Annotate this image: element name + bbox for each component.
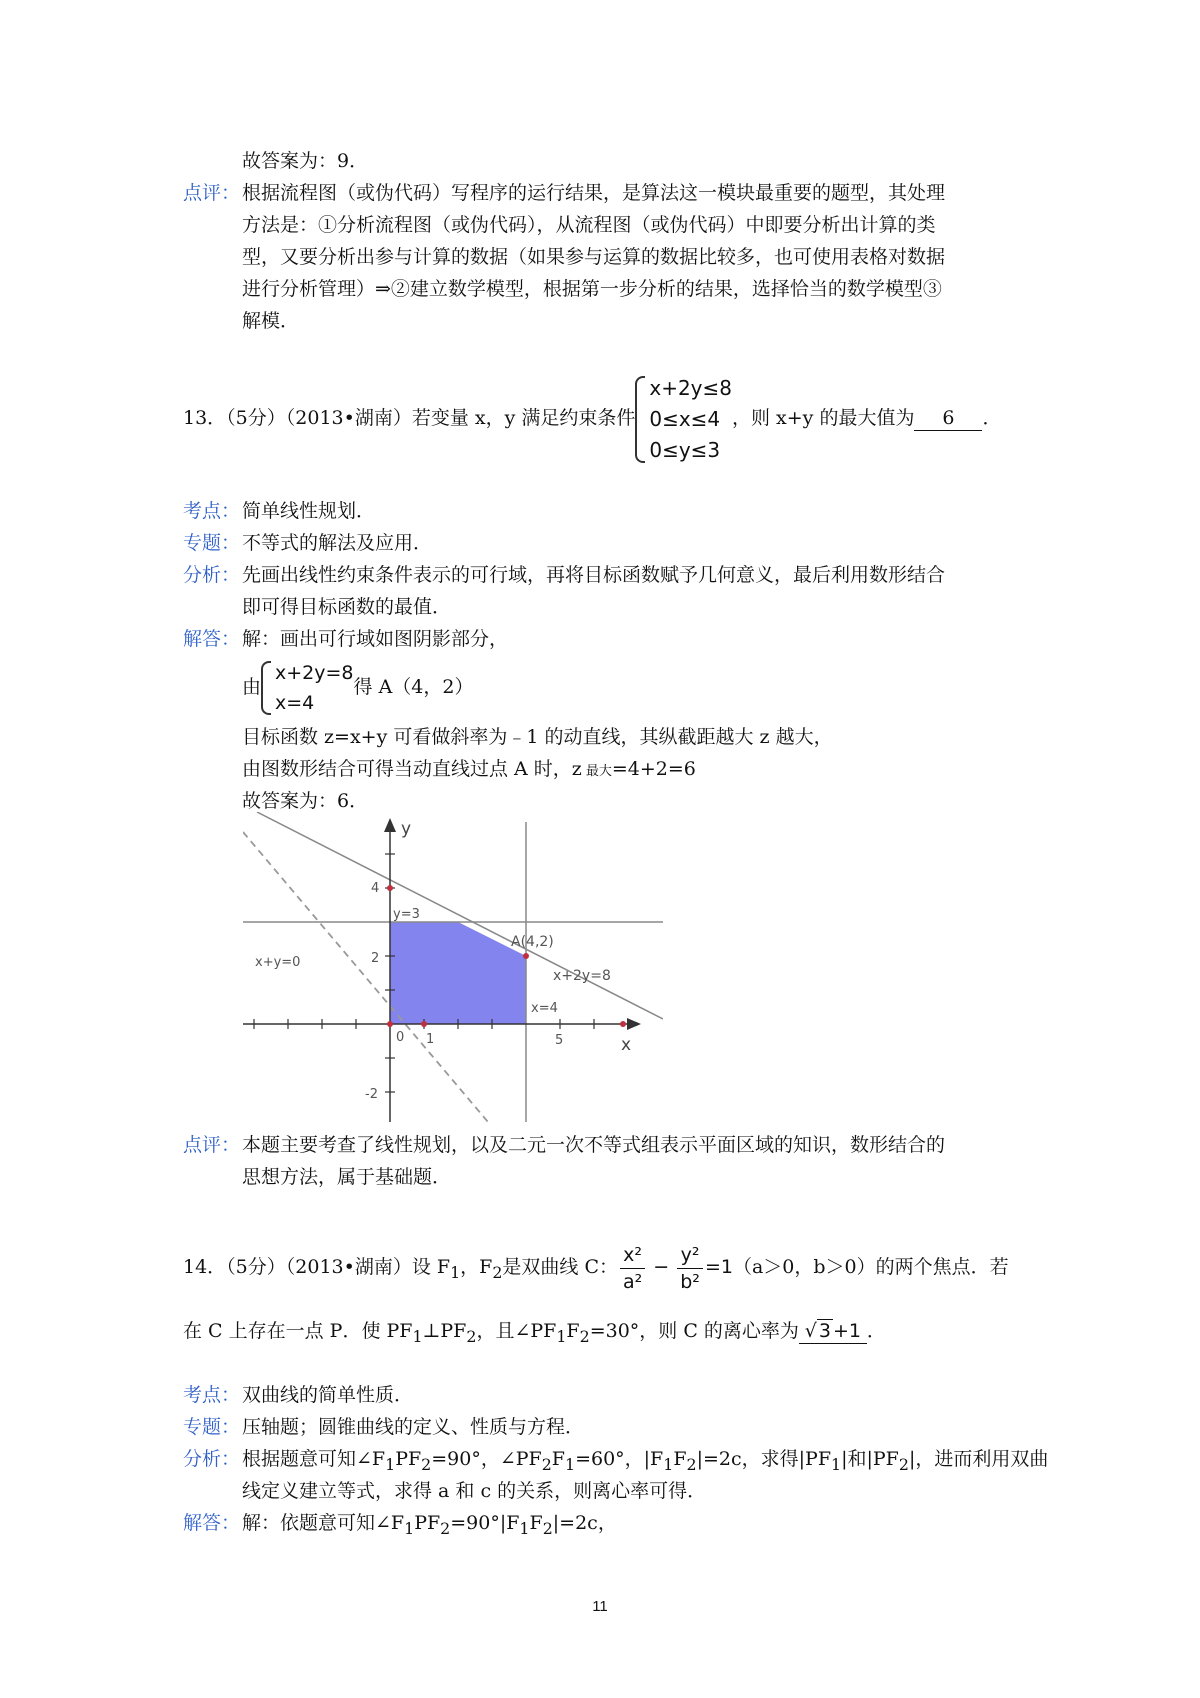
plus-one: +1 xyxy=(833,1320,862,1342)
equation-2: x=4 xyxy=(275,692,315,714)
sub: 1 xyxy=(831,1454,842,1474)
sub: 1 xyxy=(412,1326,423,1346)
fenxi-label-13: 分析： xyxy=(183,564,241,586)
fenxi-label-14: 分析： xyxy=(183,1448,241,1470)
constraint-system xyxy=(635,373,732,466)
label-xy0: x+y=0 xyxy=(255,955,301,970)
sub: 1 xyxy=(663,1454,674,1474)
answer-blank-14 xyxy=(799,1319,867,1344)
jieda-13-max xyxy=(242,754,696,787)
j1c: =90°|F xyxy=(450,1512,520,1534)
f1h: |和|PF xyxy=(841,1448,899,1470)
point-origin xyxy=(387,1021,393,1027)
problem-14-line-2 xyxy=(183,1316,886,1352)
fraction-y2-b2 xyxy=(677,1242,703,1295)
point-x1 xyxy=(421,1021,427,1027)
equation-system xyxy=(261,658,354,718)
stem-13-before: 13．（5分）（2013•湖南）若变量 x，y 满足约束条件 xyxy=(183,407,636,429)
line2-end: ． xyxy=(866,1320,886,1342)
fraction-x2-a2 xyxy=(620,1242,645,1295)
x-axis-arrow xyxy=(627,1018,641,1030)
point-x-end xyxy=(620,1021,626,1027)
review-12-line-1: 根据流程图（或伪代码）写程序的运行结果，是算法这一模块最重要的题型，其处理 xyxy=(242,182,946,204)
de-text: 得 A（4，2） xyxy=(353,676,474,698)
sub: 1 xyxy=(556,1326,567,1346)
max-pre: 由图数形结合可得当动直线过点 A 时，z xyxy=(242,758,582,780)
tick-label-x5: 5 xyxy=(555,1033,564,1048)
f1e: =60°，|F xyxy=(575,1448,664,1470)
sub: 2 xyxy=(686,1454,697,1474)
constraint-2: 0≤x≤4 xyxy=(649,406,721,431)
label-y3: y=3 xyxy=(393,907,420,922)
denominator-a2: a² xyxy=(622,1270,643,1293)
label-x4: x=4 xyxy=(531,1001,558,1016)
stem-13-after: ，则 x+y 的最大值为 xyxy=(732,407,915,429)
j1a: 解：依题意可知∠F xyxy=(242,1512,405,1534)
label-x2y8: x+2y=8 xyxy=(553,968,611,984)
sub: 2 xyxy=(541,1454,552,1474)
f1c: =90°，∠PF xyxy=(431,1448,542,1470)
stem-14-c: 是双曲线 C： xyxy=(502,1256,618,1278)
fenxi-13-line-1: 先画出线性约束条件表示的可行域，再将目标函数赋予几何意义，最后利用数形结合 xyxy=(242,564,946,586)
line2-c: ，且∠PF xyxy=(476,1320,557,1342)
x-axis-label: x xyxy=(621,1035,632,1055)
line2-a: 在 C 上存在一点 P．使 PF xyxy=(183,1320,413,1342)
j1e: |=2c， xyxy=(552,1512,617,1534)
sub: 2 xyxy=(421,1454,432,1474)
zhuanti-label-14: 专题： xyxy=(183,1416,241,1438)
stem-13-end: ． xyxy=(982,407,1002,429)
equals-one: =1 xyxy=(704,1256,733,1278)
sub: 2 xyxy=(440,1518,451,1538)
tick-label-origin: 0 xyxy=(396,1030,405,1045)
feasible-region-graph xyxy=(243,812,663,1122)
jieda-label-14: 解答： xyxy=(183,1512,241,1534)
fenxi-14-line-1 xyxy=(242,1444,1048,1480)
f1g: |=2c，求得|PF xyxy=(696,1448,832,1470)
point-A xyxy=(523,953,529,959)
review-13-line-2: 思想方法，属于基础题． xyxy=(242,1166,452,1188)
problem-14-stem: 14．（5分）（2013•湖南）设 $F_1$，$F_2$是双曲线 C： $\frac{\text{x²}}{\text{a²}}$ − $\frac{\text{y²}}{\text{b²}}$ =1（a＞0，b＞0）的两个焦点．若 xyxy=(183,1243,1009,1293)
stem-14-a: 14．（5分）（2013•湖南）设 F xyxy=(183,1256,451,1278)
sub: 2 xyxy=(898,1454,909,1474)
sqrt-symbol: √ 3 xyxy=(804,1320,831,1342)
jieda-13-objective: 目标函数 z=x+y 可看做斜率为﹣1 的动直线，其纵截距越大 z 越大， xyxy=(242,726,833,748)
stem-14-d: （a＞0，b＞0）的两个焦点．若 xyxy=(732,1256,1009,1278)
f1b: PF xyxy=(395,1448,422,1470)
y-axis-label: y xyxy=(401,819,412,839)
max-post: =4+2=6 xyxy=(611,758,696,780)
jieda-14-line-1 xyxy=(242,1508,617,1544)
answer-13: 故答案为：6． xyxy=(242,790,369,812)
kaodian-label-14: 考点： xyxy=(183,1384,241,1406)
sub: 2 xyxy=(579,1326,590,1346)
kaodian-13: 简单线性规划． xyxy=(242,500,376,522)
jieda-13-system-line xyxy=(242,652,473,722)
sub: 1 xyxy=(404,1518,415,1538)
constraint-1: x+2y≤8 xyxy=(649,375,732,400)
f1a: 根据题意可知∠F xyxy=(242,1448,386,1470)
review-label-13: 点评： xyxy=(183,1134,241,1156)
numerator-x2: x² xyxy=(620,1242,645,1269)
point-y4 xyxy=(387,885,393,891)
sqrt-radicand: 3 xyxy=(818,1320,831,1342)
sub: 1 xyxy=(519,1518,530,1538)
kaodian-14: 双曲线的简单性质． xyxy=(242,1384,414,1406)
fenxi-14-line-2: 线定义建立等式，求得 a 和 c 的关系，则离心率可得． xyxy=(242,1480,707,1502)
review-13-line-1: 本题主要考查了线性规划，以及二元一次不等式组表示平面区域的知识，数形结合的 xyxy=(242,1134,946,1156)
answer-blank-13: 6 xyxy=(914,406,982,431)
y-axis-arrow xyxy=(384,818,396,832)
zhuanti-13: 不等式的解法及应用． xyxy=(242,532,433,554)
line2-e: =30°，则 C 的离心率为 xyxy=(589,1320,799,1342)
max-sub: 最大 xyxy=(585,764,612,779)
sub: 2 xyxy=(542,1518,553,1538)
review-label-12: 点评： xyxy=(183,182,241,204)
zhuanti-label-13: 专题： xyxy=(183,532,241,554)
stem-14-b: ，F xyxy=(460,1256,493,1278)
f1i: |，进而利用双曲 xyxy=(908,1448,1049,1470)
denominator-b2: b² xyxy=(680,1270,700,1293)
review-12-line-2: 方法是：①分析流程图（或伪代码），从流程图（或伪代码）中即要分析出计算的类 xyxy=(242,214,936,236)
line2-d: F xyxy=(566,1320,580,1342)
j1b: PF xyxy=(414,1512,441,1534)
sub: 1 xyxy=(564,1454,576,1474)
f1f: F xyxy=(673,1448,687,1470)
jieda-13-line-1: 解：画出可行域如图阴影部分， xyxy=(242,628,509,650)
jieda-label-13: 解答： xyxy=(183,628,241,650)
review-12-line-3: 型，又要分析出参与计算的数据（如果参与运算的数据比较多，也可使用表格对数据 xyxy=(242,246,946,268)
answer-12: 故答案为：9． xyxy=(242,150,369,172)
equation-1: x+2y=8 xyxy=(275,662,354,684)
tick-label-x1: 1 xyxy=(426,1032,435,1047)
review-12-line-5: 解模． xyxy=(242,310,300,332)
tick-label-y2: 2 xyxy=(371,951,380,966)
sub: 2 xyxy=(466,1326,477,1346)
zhuanti-14: 压轴题；圆锥曲线的定义、性质与方程． xyxy=(242,1416,585,1438)
problem-13-stem xyxy=(183,368,1001,468)
numerator-y2: y² xyxy=(677,1242,703,1269)
kaodian-label-13: 考点： xyxy=(183,500,241,522)
page-number: 11 xyxy=(592,1598,608,1615)
constraint-3: 0≤y≤3 xyxy=(649,437,721,462)
sub: 1 xyxy=(450,1262,461,1282)
sub: 1 xyxy=(385,1454,396,1474)
tick-label-y4: 4 xyxy=(371,881,380,896)
feasible-region xyxy=(390,922,526,1024)
j1d: F xyxy=(529,1512,543,1534)
label-A: A(4,2) xyxy=(511,934,554,950)
review-12-line-4: 进行分析管理）⇒②建立数学模型，根据第一步分析的结果，选择恰当的数学模型③ xyxy=(242,278,942,300)
sub: 2 xyxy=(492,1262,503,1282)
line2-b: ⊥PF xyxy=(422,1320,467,1342)
f1d: F xyxy=(551,1448,565,1470)
fenxi-13-line-2: 即可得目标函数的最值． xyxy=(242,596,452,618)
tick-label-yneg2: -2 xyxy=(365,1087,378,1102)
you-text: 由 xyxy=(242,676,262,698)
